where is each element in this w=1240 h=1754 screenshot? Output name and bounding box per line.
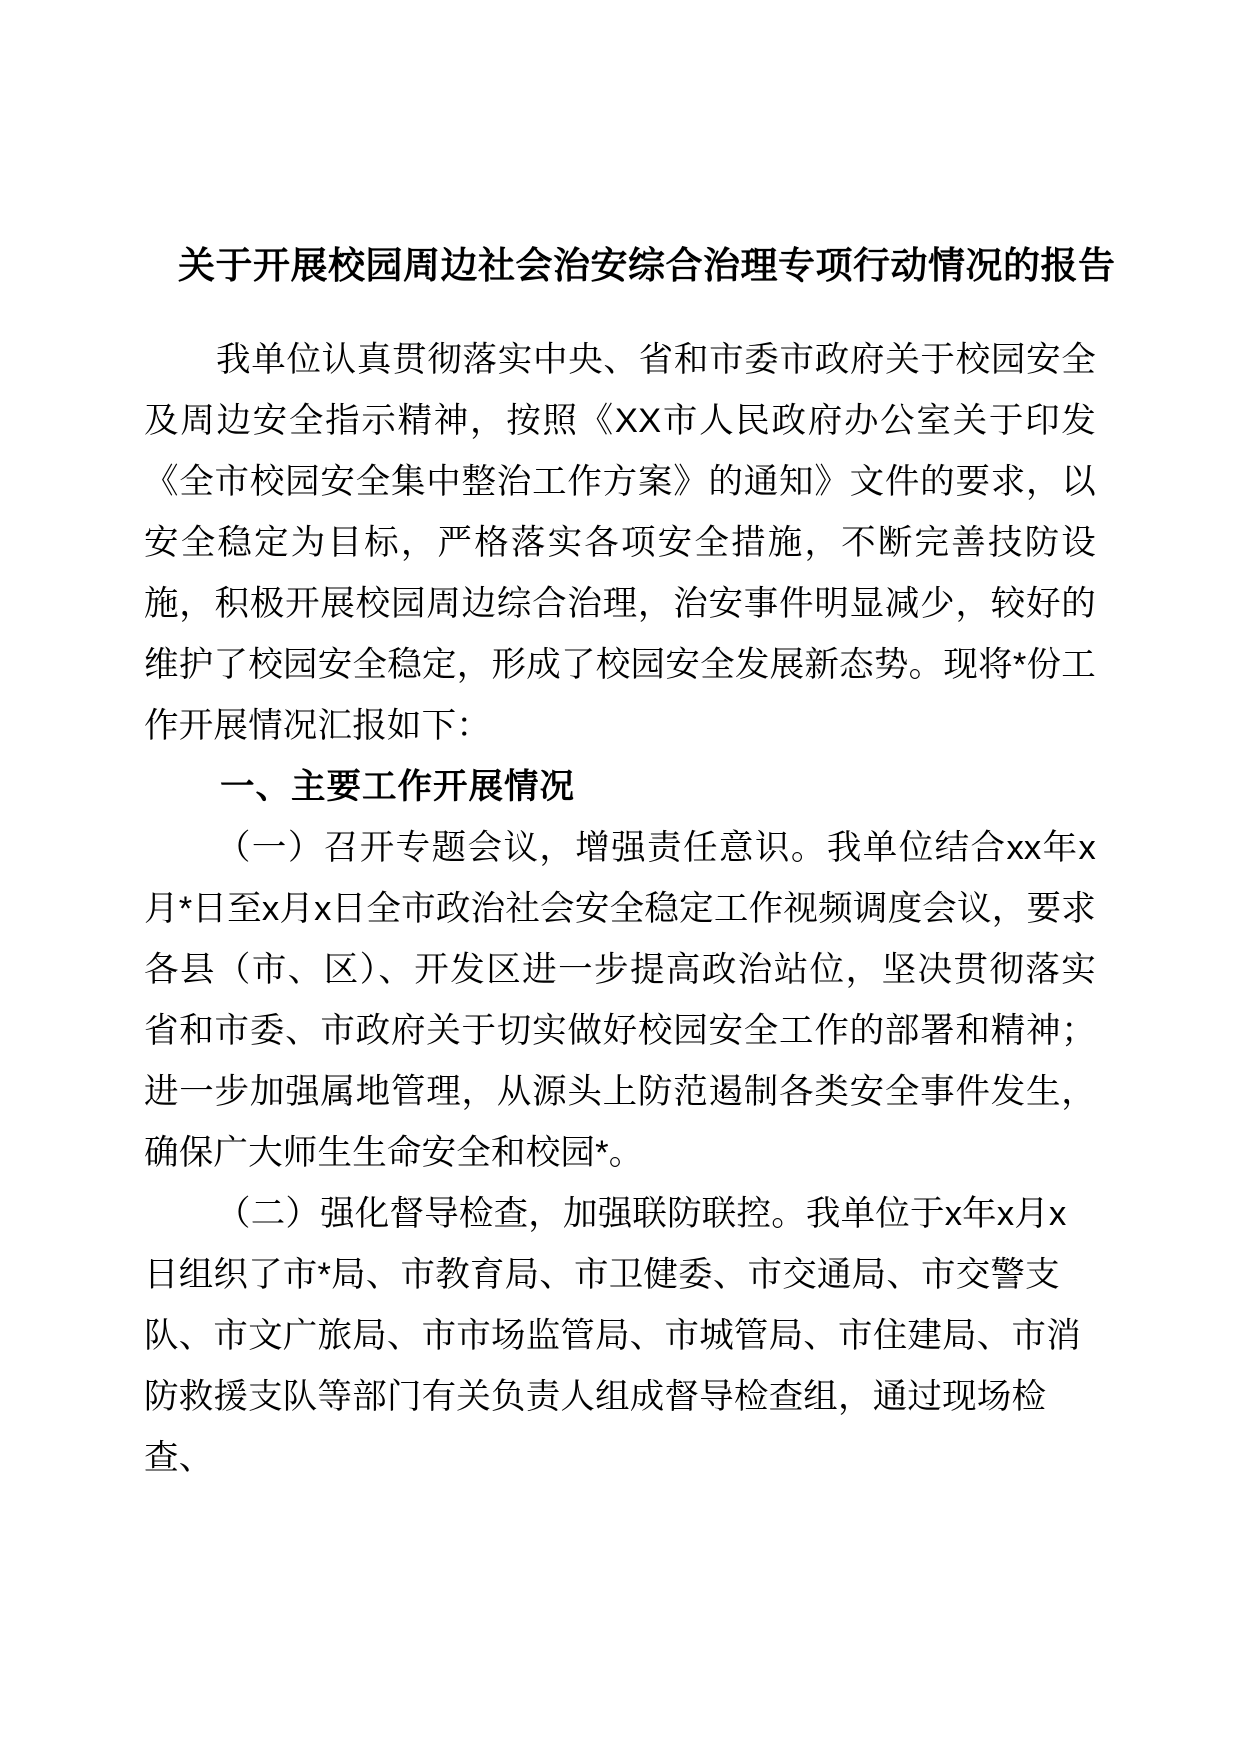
paragraph-item-two: （二）强化督导检查，加强联防联控。我单位于x年x月x日组织了市*局、市教育局、市卫健委、市交通局、市交警支队、市文广旅局、市市场监管局、市城管局、市住建局、市消防救援支队等部门有关负责人组成督导检查组，通过现场检查、 (144, 1195, 1081, 1477)
document-body (144, 236, 1116, 1489)
section-heading-one: 一、主要工作开展情况 (220, 768, 575, 806)
page-title: 关于开展校园周边社会治安综合治理专项行动情况的报告 (178, 245, 1116, 286)
paragraph-intro: 我单位认真贯彻落实中央、省和市委市政府关于校园安全及周边安全指示精神，按照《XX市人民政府办公室关于印发《全市校园安全集中整治工作方案》的通知》文件的要求，以安全稳定为目标，严格落实各项安全措施，不断完善技防设施，积极开展校园周边综合治理，治安事件明显减少，较好的维护了校园安全稳定，形成了校园安全发展新态势。现将*份工作开展情况汇报如下： (144, 341, 1096, 745)
paragraph-item-one: （一）召开专题会议，增强责任意识。我单位结合xx年x月*日至x月x日全市政治社会安全稳定工作视频调度会议，要求各县（市、区）、开发区进一步提高政治站位，坚决贯彻落实省和市委、市政府关于切实做好校园安全工作的部署和精神；进一步加强属地管理，从源头上防范遏制各类安全事件发生，确保广大师生生命安全和校园*。 (144, 829, 1096, 1172)
